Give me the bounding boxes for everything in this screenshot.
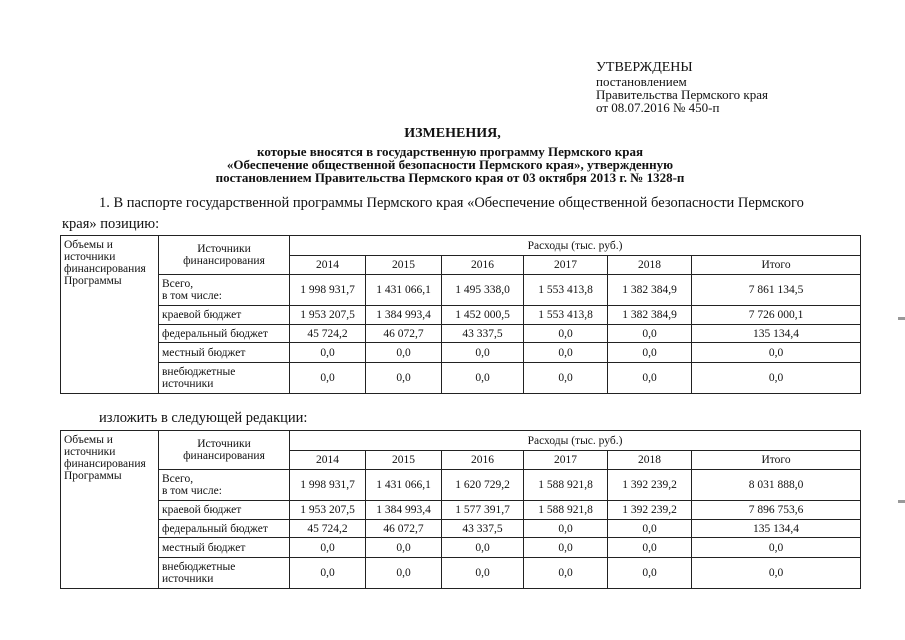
source-cell: краевой бюджет xyxy=(159,306,290,325)
value-cell: 1 620 729,2 xyxy=(442,470,524,501)
approval-line: постановлением xyxy=(596,74,687,89)
value-cell: 0,0 xyxy=(608,538,692,558)
value-cell: 0,0 xyxy=(442,558,524,589)
subtitle-line: которые вносятся в государственную программу Пермского края xyxy=(257,144,643,159)
expenses-header: Расходы (тыс. руб.) xyxy=(290,236,861,256)
approval-stamp xyxy=(596,60,768,114)
year-header: 2015 xyxy=(366,451,442,470)
source-cell: местный бюджет xyxy=(159,538,290,558)
source-cell xyxy=(159,470,290,501)
value-cell: 1 382 384,9 xyxy=(608,275,692,306)
value-cell: 1 577 391,7 xyxy=(442,501,524,520)
value-cell: 1 553 413,8 xyxy=(524,275,608,306)
value-cell: 0,0 xyxy=(290,343,366,363)
value-cell: 0,0 xyxy=(290,363,366,394)
value-cell: 0,0 xyxy=(524,343,608,363)
value-cell: 1 495 338,0 xyxy=(442,275,524,306)
year-header: 2017 xyxy=(524,256,608,275)
value-cell: 0,0 xyxy=(366,343,442,363)
source-cell xyxy=(159,363,290,394)
value-cell: 0,0 xyxy=(442,538,524,558)
value-cell: 46 072,7 xyxy=(366,520,442,538)
total-cell: 7 726 000,1 xyxy=(692,306,861,325)
value-cell: 1 382 384,9 xyxy=(608,306,692,325)
value-cell: 0,0 xyxy=(524,363,608,394)
value-cell: 0,0 xyxy=(608,343,692,363)
approval-heading: УТВЕРЖДЕНЫ xyxy=(596,60,693,75)
source-cell xyxy=(159,558,290,589)
source-text: внебюджетные xyxy=(162,366,236,378)
source-cell: краевой бюджет xyxy=(159,501,290,520)
value-cell: 43 337,5 xyxy=(442,520,524,538)
value-cell: 0,0 xyxy=(290,558,366,589)
value-cell: 0,0 xyxy=(608,363,692,394)
paragraph-intro: 1. В паспорте государственной программы Пермского края «Обеспечение общественной безопасности Пермского края» позицию: xyxy=(62,195,804,232)
value-cell: 1 588 921,8 xyxy=(524,470,608,501)
total-cell: 0,0 xyxy=(692,343,861,363)
source-text: в том числе: xyxy=(162,485,222,497)
year-header: 2014 xyxy=(290,451,366,470)
value-cell: 0,0 xyxy=(524,520,608,538)
source-text: источники xyxy=(162,378,214,390)
section-label: Объемы и источники финансирования Программы xyxy=(61,236,159,394)
value-cell: 1 384 993,4 xyxy=(366,501,442,520)
subtitle-line: «Обеспечение общественной безопасности Пермского края», утвержденную xyxy=(226,157,674,172)
total-cell: 7 896 753,6 xyxy=(692,501,861,520)
value-cell: 0,0 xyxy=(366,558,442,589)
source-text: внебюджетные xyxy=(162,561,236,573)
value-cell: 1 452 000,5 xyxy=(442,306,524,325)
total-cell: 135 134,4 xyxy=(692,520,861,538)
value-cell: 0,0 xyxy=(524,538,608,558)
value-cell: 0,0 xyxy=(366,363,442,394)
value-cell: 43 337,5 xyxy=(442,325,524,343)
financing-table-old xyxy=(60,235,861,394)
year-header: 2017 xyxy=(524,451,608,470)
source-cell: федеральный бюджет xyxy=(159,325,290,343)
value-cell: 46 072,7 xyxy=(366,325,442,343)
year-header: 2018 xyxy=(608,451,692,470)
total-cell: 0,0 xyxy=(692,363,861,394)
value-cell: 1 953 207,5 xyxy=(290,306,366,325)
total-header: Итого xyxy=(692,256,861,275)
total-header: Итого xyxy=(692,451,861,470)
value-cell: 1 431 066,1 xyxy=(366,275,442,306)
value-cell: 45 724,2 xyxy=(290,325,366,343)
value-cell: 1 384 993,4 xyxy=(366,306,442,325)
financing-table-new xyxy=(60,430,861,589)
year-header: 2016 xyxy=(442,451,524,470)
scan-mark xyxy=(898,317,905,320)
value-cell: 1 392 239,2 xyxy=(608,470,692,501)
source-text: в том числе: xyxy=(162,290,222,302)
year-header: 2018 xyxy=(608,256,692,275)
total-cell: 7 861 134,5 xyxy=(692,275,861,306)
value-cell: 1 431 066,1 xyxy=(366,470,442,501)
year-header: 2014 xyxy=(290,256,366,275)
value-cell: 1 553 413,8 xyxy=(524,306,608,325)
value-cell: 1 998 931,7 xyxy=(290,470,366,501)
value-cell: 0,0 xyxy=(524,558,608,589)
value-cell: 1 392 239,2 xyxy=(608,501,692,520)
source-text: источники xyxy=(162,573,214,585)
value-cell: 0,0 xyxy=(442,363,524,394)
year-header: 2016 xyxy=(442,256,524,275)
source-cell xyxy=(159,275,290,306)
section-label: Объемы и источники финансирования Программы xyxy=(61,431,159,589)
total-cell: 0,0 xyxy=(692,538,861,558)
paragraph-replacement: изложить в следующей редакции: xyxy=(99,410,308,426)
sources-header: Источники финансирования xyxy=(159,236,290,275)
value-cell: 0,0 xyxy=(608,520,692,538)
value-cell: 0,0 xyxy=(608,558,692,589)
value-cell: 0,0 xyxy=(524,325,608,343)
value-cell: 1 953 207,5 xyxy=(290,501,366,520)
source-text: Всего, xyxy=(162,278,194,290)
value-cell: 0,0 xyxy=(290,538,366,558)
document-title: ИЗМЕНЕНИЯ, xyxy=(404,126,501,141)
source-cell: местный бюджет xyxy=(159,343,290,363)
value-cell: 0,0 xyxy=(608,325,692,343)
source-cell: федеральный бюджет xyxy=(159,520,290,538)
expenses-header: Расходы (тыс. руб.) xyxy=(290,431,861,451)
sources-header: Источники финансирования xyxy=(159,431,290,470)
value-cell: 45 724,2 xyxy=(290,520,366,538)
approval-line: от 08.07.2016 № 450-п xyxy=(596,100,720,115)
value-cell: 1 588 921,8 xyxy=(524,501,608,520)
value-cell: 0,0 xyxy=(442,343,524,363)
value-cell: 1 998 931,7 xyxy=(290,275,366,306)
total-cell: 0,0 xyxy=(692,558,861,589)
source-text: Всего, xyxy=(162,473,194,485)
approval-line: Правительства Пермского края xyxy=(596,87,768,102)
document-subtitle xyxy=(150,145,750,184)
total-cell: 135 134,4 xyxy=(692,325,861,343)
year-header: 2015 xyxy=(366,256,442,275)
scan-mark xyxy=(898,500,905,503)
value-cell: 0,0 xyxy=(366,538,442,558)
total-cell: 8 031 888,0 xyxy=(692,470,861,501)
subtitle-line: постановлением Правительства Пермского края от 03 октября 2013 г. № 1328-п xyxy=(215,170,685,185)
